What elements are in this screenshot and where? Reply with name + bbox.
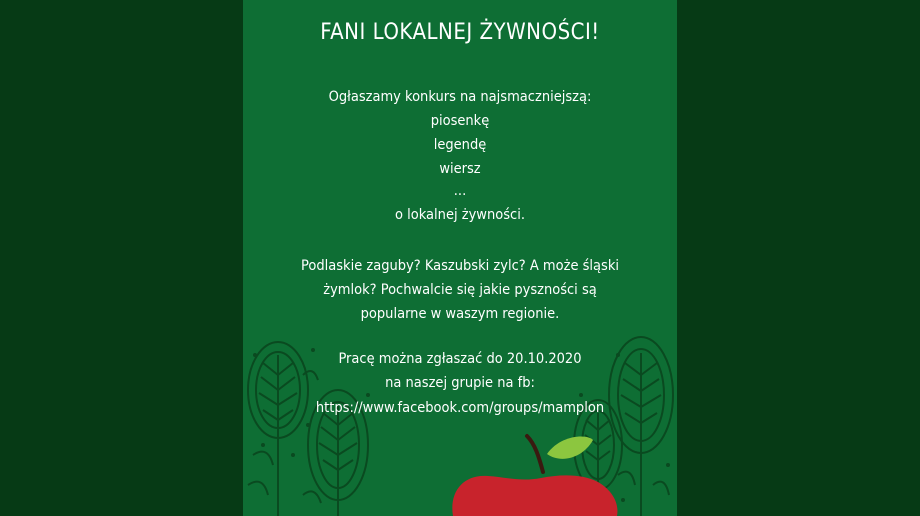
deadline-line: na naszej grupie na fb: [385,375,535,391]
apple-icon [443,432,633,516]
announcement-item: legendę [433,137,487,153]
announcement-item: wiersz [439,161,481,177]
poster [243,0,677,516]
question-line: Podlaskie zaguby? Kaszubski zylc? A może śląski [300,258,620,274]
question-line: żymlok? Pochwalcie się jakie pyszności są [323,282,597,298]
deadline-line: Pracę można zgłaszać do 20.10.2020 [338,351,582,367]
group-url: https://www.facebook.com/groups/mamplon [315,400,605,416]
question-line: popularne w waszym regionie. [360,306,560,322]
announcement-outro: o lokalnej żywności. [395,207,525,223]
announcement-intro: Ogłaszamy konkurs na najsmaczniejszą: [328,89,592,105]
announcement-item: piosenkę [430,113,490,129]
announcement-item: ... [453,183,467,199]
poster-title: FANI LOKALNEJ ŻYWNOŚCI! [320,20,600,45]
